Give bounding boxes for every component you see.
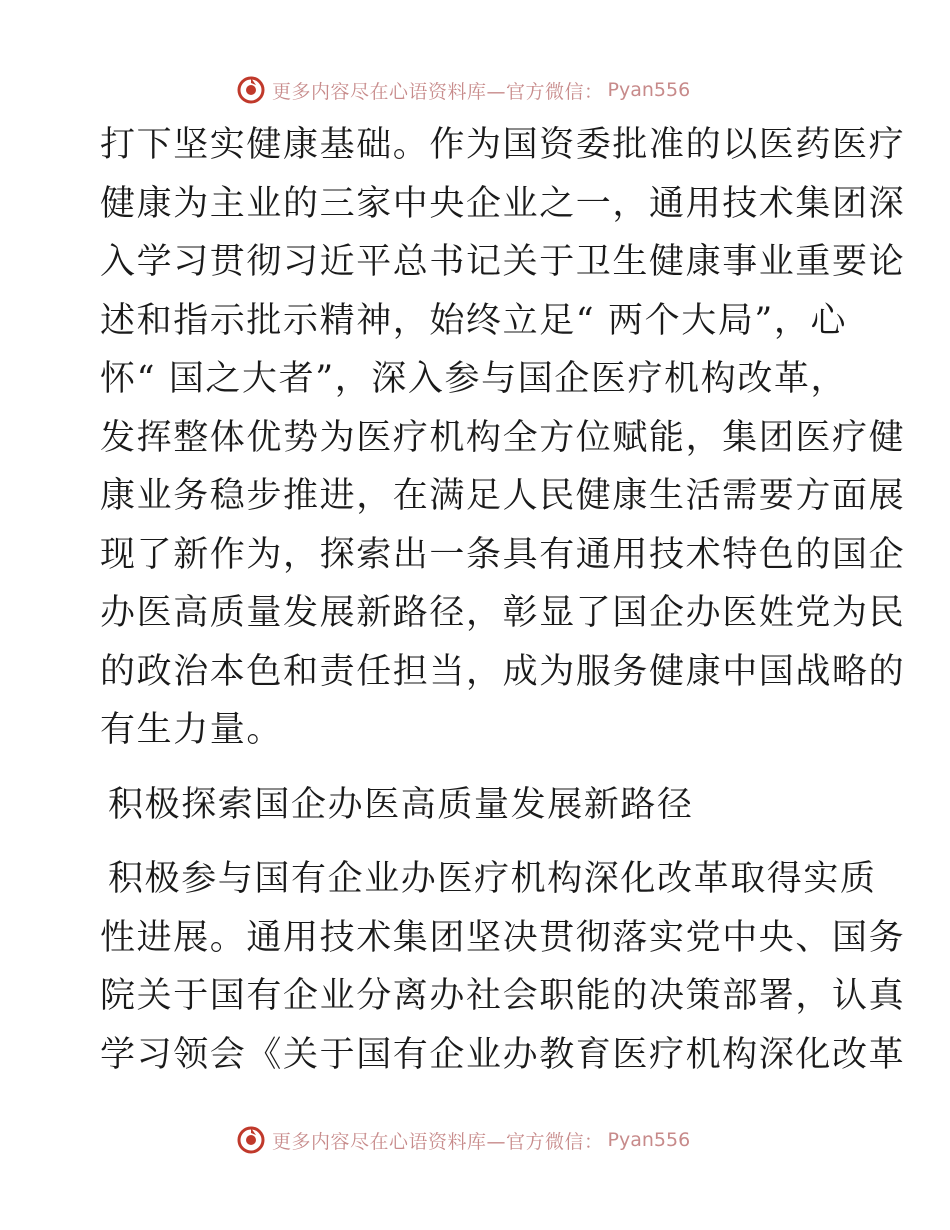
watermark-wechat-id: Pyan556 xyxy=(607,79,691,101)
paragraph-line: 述和指示批示精神，始终立足“ 两个大局”，心 xyxy=(100,300,848,341)
paragraph-line: 康业务稳步推进，在满足人民健康生活需要方面展 xyxy=(100,476,906,516)
watermark-text: 更多内容尽在心语资料库—官方微信： xyxy=(272,1130,604,1153)
paragraph-line: 学习领会《关于国有企业办教育医疗机构深化改革 xyxy=(100,1034,906,1075)
paragraph-1 xyxy=(100,116,906,760)
watermark-logo-icon xyxy=(236,1125,266,1155)
paragraph-line: 现了新作为，探索出一条具有通用技术特色的国企 xyxy=(100,534,906,575)
paragraph-line: 入学习贯彻习近平总书记关于卫生健康事业重要论 xyxy=(100,242,906,282)
paragraph-line: 办医高质量发展新路径，彰显了国企办医姓党为民 xyxy=(100,593,906,633)
paragraph-line: 的政治本色和责任担当，成为服务健康中国战略的 xyxy=(100,651,906,692)
paragraph-line: 有生力量。 xyxy=(100,710,284,750)
header-watermark xyxy=(236,70,690,110)
paragraph-line: 打下坚实健康基础。作为国资委批准的以医药医疗 xyxy=(100,125,906,165)
watermark-wechat-id: Pyan556 xyxy=(607,1129,691,1151)
paragraph-line: 健康为主业的三家中央企业之一，通用技术集团深 xyxy=(100,183,906,224)
footer-watermark xyxy=(236,1120,690,1160)
paragraph-line: 怀“ 国之大者”，深入参与国企医疗机构改革， xyxy=(100,359,848,399)
watermark-text: 更多内容尽在心语资料库—官方微信： xyxy=(272,80,604,103)
paragraph-line: 性进展。通用技术集团坚决贯彻落实党中央、国务 xyxy=(100,917,906,958)
paragraph-line: 积极参与国有企业办医疗机构深化改革取得实质 xyxy=(108,859,877,899)
paragraph-line: 发挥整体优势为医疗机构全方位赋能，集团医疗健 xyxy=(100,417,906,458)
paragraph-2 xyxy=(100,850,906,1084)
section-heading-text: 积极探索国企办医高质量发展新路径 xyxy=(108,785,694,825)
paragraph-line: 院关于国有企业分离办社会职能的决策部署，认真 xyxy=(100,976,906,1016)
watermark-logo-icon xyxy=(236,75,266,105)
section-heading xyxy=(100,776,694,835)
